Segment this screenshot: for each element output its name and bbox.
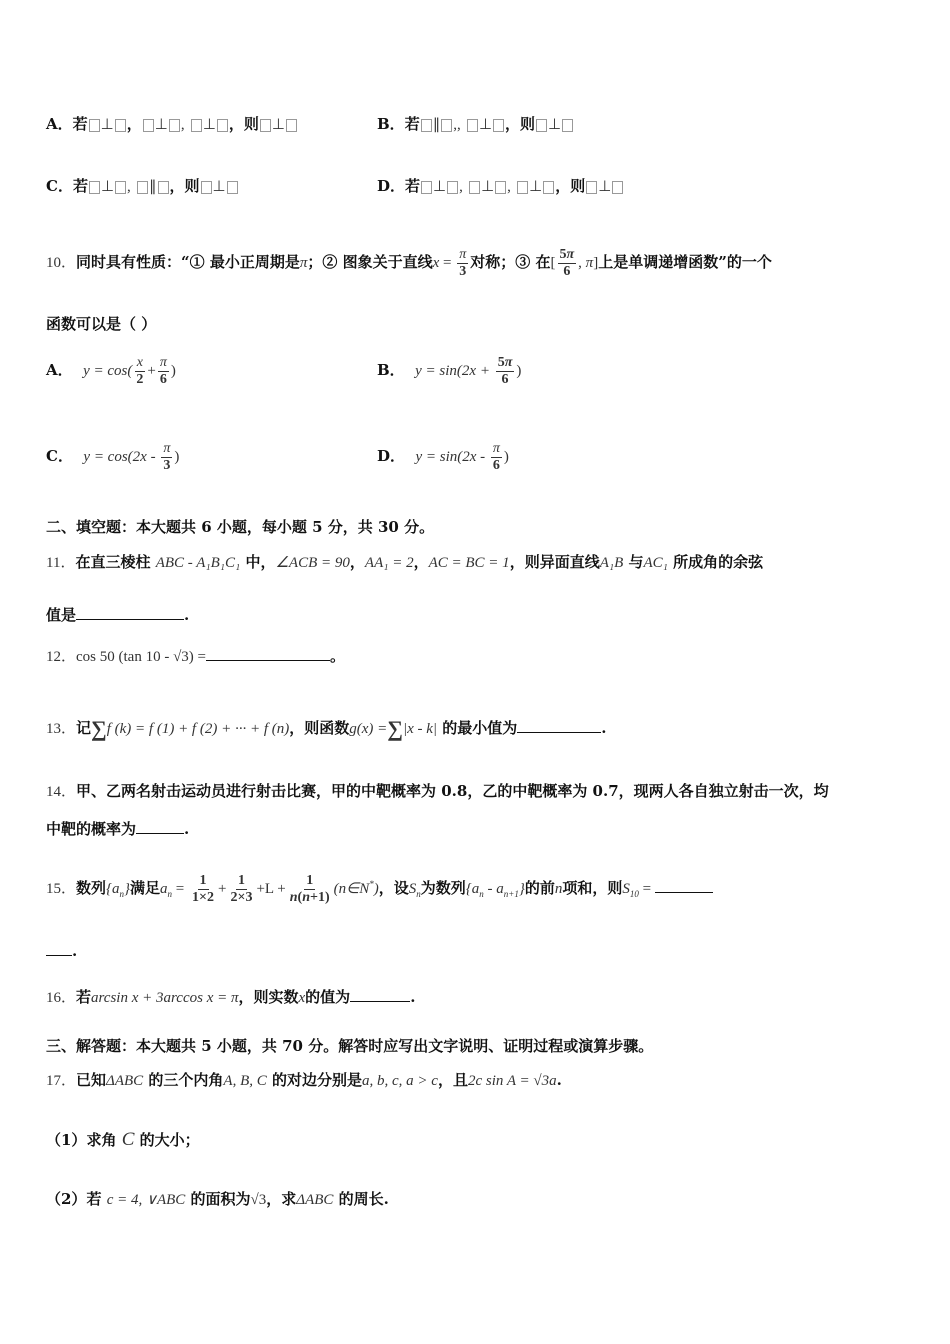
question-13: 13．记∑f (k) = f (1) + f (2) + ··· + f (n)，则函数g(x) =∑|x - k| 的最小值为 . <box>46 716 607 741</box>
q10-option-d: D． y = sin(2x - $\frac{\pi}{6}$ ) <box>377 440 509 473</box>
question-15: 15．数列$\{a_n\}$满足$a_n$ = $\frac{1}{1\times 2}$ + $\frac{1}{2\times 3}$ +L + $\frac{1}{n(n+1)}$ (n∈N*)，设$S_n$为数列$\{a_n - a_{n+1}\}$的前n项和，则$S_{10}$ = <box>46 856 713 922</box>
question-17-part-1: （1）求角 C 的大小； <box>46 1129 200 1150</box>
question-12: 12．cos 50 (tan 10 - √3) = 。 <box>46 647 346 665</box>
q10-option-c: C． y = cos(2x - $\frac{\pi}{3}$ ) <box>46 440 180 473</box>
q9-option-d: D．若 ⊥ , ⊥ , ⊥ ，则 ⊥ <box>377 176 624 197</box>
question-14-line-2: 中靶的概率为 . <box>46 820 190 838</box>
q9-option-b: B．若 ∥ ,, ⊥ ，则 ⊥ <box>377 114 574 135</box>
q10-option-a: A． y = cos( $\frac{x}{2}$ + $\frac{\pi}{6}$ ) <box>46 354 176 387</box>
q14-answer-blank[interactable] <box>136 818 184 834</box>
q16-answer-blank[interactable] <box>350 986 410 1002</box>
q9-option-a: A．若 ⊥ ， ⊥ , ⊥ ，则 ⊥ <box>46 114 298 135</box>
question-15-line-2: . <box>46 940 77 961</box>
q11-answer-blank[interactable] <box>76 604 184 620</box>
question-11: 11．在直三棱柱 ABC - A₁B₁C₁ 中，∠ACB = 90，AA₁ = 2，AC = BC = 1，则异面直线A₁B 与AC₁ 所成角的余弦 <box>46 553 764 571</box>
section-3-heading: 三、解答题：本大题共 5 小题，共 70 分。解答时应写出文字说明、证明过程或演算步骤。 <box>46 1037 654 1055</box>
question-17-part-2: （2）若 c = 4, ∨ABC 的面积为√3，求ΔABC 的周长. <box>46 1190 389 1208</box>
q15-answer-blank-cont[interactable] <box>46 940 72 956</box>
q12-answer-blank[interactable] <box>206 645 330 661</box>
q9-option-c: C．若 ⊥ , ∥ ，则 ⊥ <box>46 176 239 197</box>
q13-answer-blank[interactable] <box>517 717 601 733</box>
question-10-line-2: 函数可以是（ ） <box>46 315 157 333</box>
section-2-heading: 二、填空题：本大题共 6 小题，每小题 5 分，共 30 分。 <box>46 518 435 536</box>
q15-answer-blank[interactable] <box>655 877 713 893</box>
question-11-line-2: 值是 . <box>46 606 190 624</box>
question-17: 17．已知ΔABC 的三个内角A, B, C 的对边分别是a, b, c, a > c，且2c sin A = √3a. <box>46 1071 562 1089</box>
question-10: 10．同时具有性质：“① 最小正周期是π；② 图象关于直线x = $\frac{\pi}{3}$ 对称；③ 在[ $\frac{5\pi}{6}$ , π]上是单调递增函数”的一个 <box>46 246 772 279</box>
q10-option-b: B． y = sin(2x + $\frac{5\pi}{6}$ ) <box>377 354 522 387</box>
question-14: 14．甲、乙两名射击运动员进行射击比赛，甲的中靶概率为 0.8，乙的中靶概率为 0.7，现两人各自独立射击一次，均 <box>46 782 829 800</box>
question-16: 16．若arcsin x + 3arccos x = π，则实数x的值为 . <box>46 988 416 1006</box>
